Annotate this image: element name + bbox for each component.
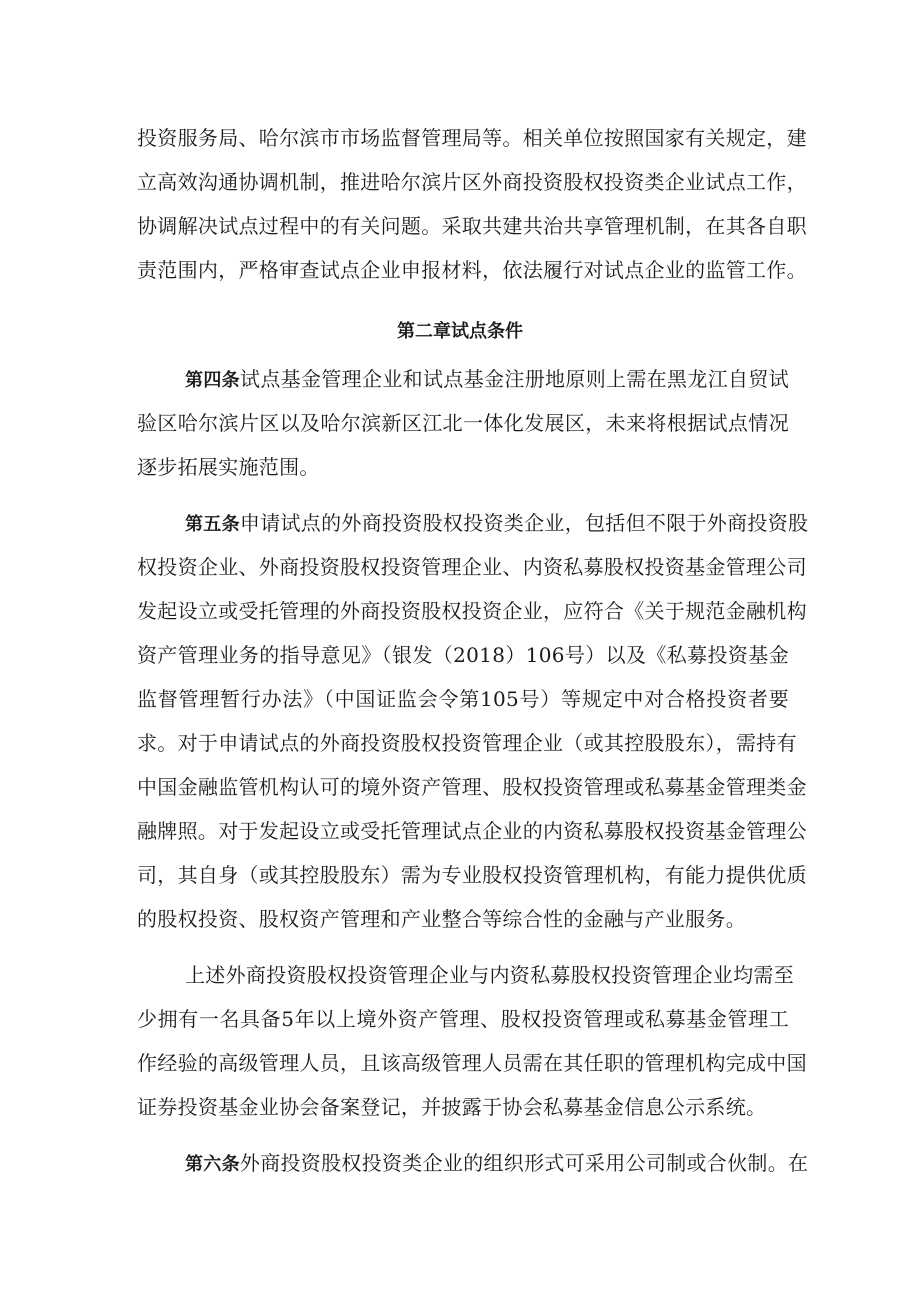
article4-label: 第四条: [185, 370, 241, 391]
article5-line-7: 中国金融监管机构认可的境外资产管理、股权投资管理或私募基金管理类金: [137, 775, 807, 799]
article5-line-3: 发起设立或受托管理的外商投资股权投资企业，应符合《关于规范金融机构: [137, 599, 807, 623]
managers-line-3: 作经验的高级管理人员，且该高级管理人员需在其任职的管理机构完成中国: [137, 1051, 807, 1075]
article4-first-line: [185, 367, 789, 393]
intro-line-2: 立高效沟通协调机制，推进哈尔滨片区外商投资股权投资类企业试点工作，: [137, 170, 807, 194]
article4-first-text: 试点基金管理企业和试点基金注册地原则上需在黑龙江自贸试: [240, 367, 789, 391]
article4-line-3: 逐步拓展实施范围。: [137, 455, 320, 479]
article5-line-4: 资产管理业务的指导意见》（银发（2018）106号）以及《私募投资基金: [137, 643, 789, 667]
article6-label: 第六条: [185, 1154, 240, 1175]
article5-label: 第五条: [185, 514, 240, 535]
article5-first-text: 申请试点的外商投资股权投资类企业，包括但不限于外商投资股: [239, 511, 809, 535]
article5-first-line: [185, 511, 809, 537]
article5-line-9: 司，其自身（或其控股股东）需为专业股权投资管理机构，有能力提供优质: [137, 863, 807, 887]
article5-line-6: 求。对于申请试点的外商投资股权投资管理企业（或其控股股东），需持有: [137, 731, 797, 755]
managers-first-line: 上述外商投资股权投资管理企业与内资私募股权投资管理企业均需至: [185, 963, 794, 987]
managers-line-2: 少拥有一名具备5年以上境外资产管理、股权投资管理或私募基金管理工: [137, 1007, 789, 1031]
managers-line-4: 证券投资基金业协会备案登记，并披露于协会私募基金信息公示系统。: [137, 1095, 767, 1119]
chapter-heading: 第二章试点条件: [397, 321, 523, 342]
article5-line-10: 的股权投资、股权资产管理和产业整合等综合性的金融与产业服务。: [137, 907, 746, 931]
article4-line-2: 验区哈尔滨片区以及哈尔滨新区江北一体化发展区，未来将根据试点情况: [137, 411, 789, 435]
article5-line-5: 监督管理暂行办法》（中国证监会令第105号）等规定中对合格投资者要: [137, 687, 789, 711]
article5-line-2: 权投资企业、外商投资股权投资管理企业、内资私募股权投资基金管理公司: [137, 555, 807, 579]
intro-line-3: 协调解决试点过程中的有关问题。采取共建共治共享管理机制，在其各自职: [137, 214, 807, 238]
article6-first-text: 外商投资股权投资类企业的组织形式可采用公司制或合伙制。在: [239, 1151, 809, 1175]
intro-line-4: 责范围内，严格审查试点企业申报材料，依法履行对试点企业的监管工作。: [137, 258, 807, 282]
article6-first-line: [185, 1151, 809, 1177]
article5-line-8: 融牌照。对于发起设立或受托管理试点企业的内资私募股权投资基金管理公: [137, 819, 807, 843]
intro-line-1: 投资服务局、哈尔滨市市场监督管理局等。相关单位按照国家有关规定，建: [137, 126, 807, 150]
